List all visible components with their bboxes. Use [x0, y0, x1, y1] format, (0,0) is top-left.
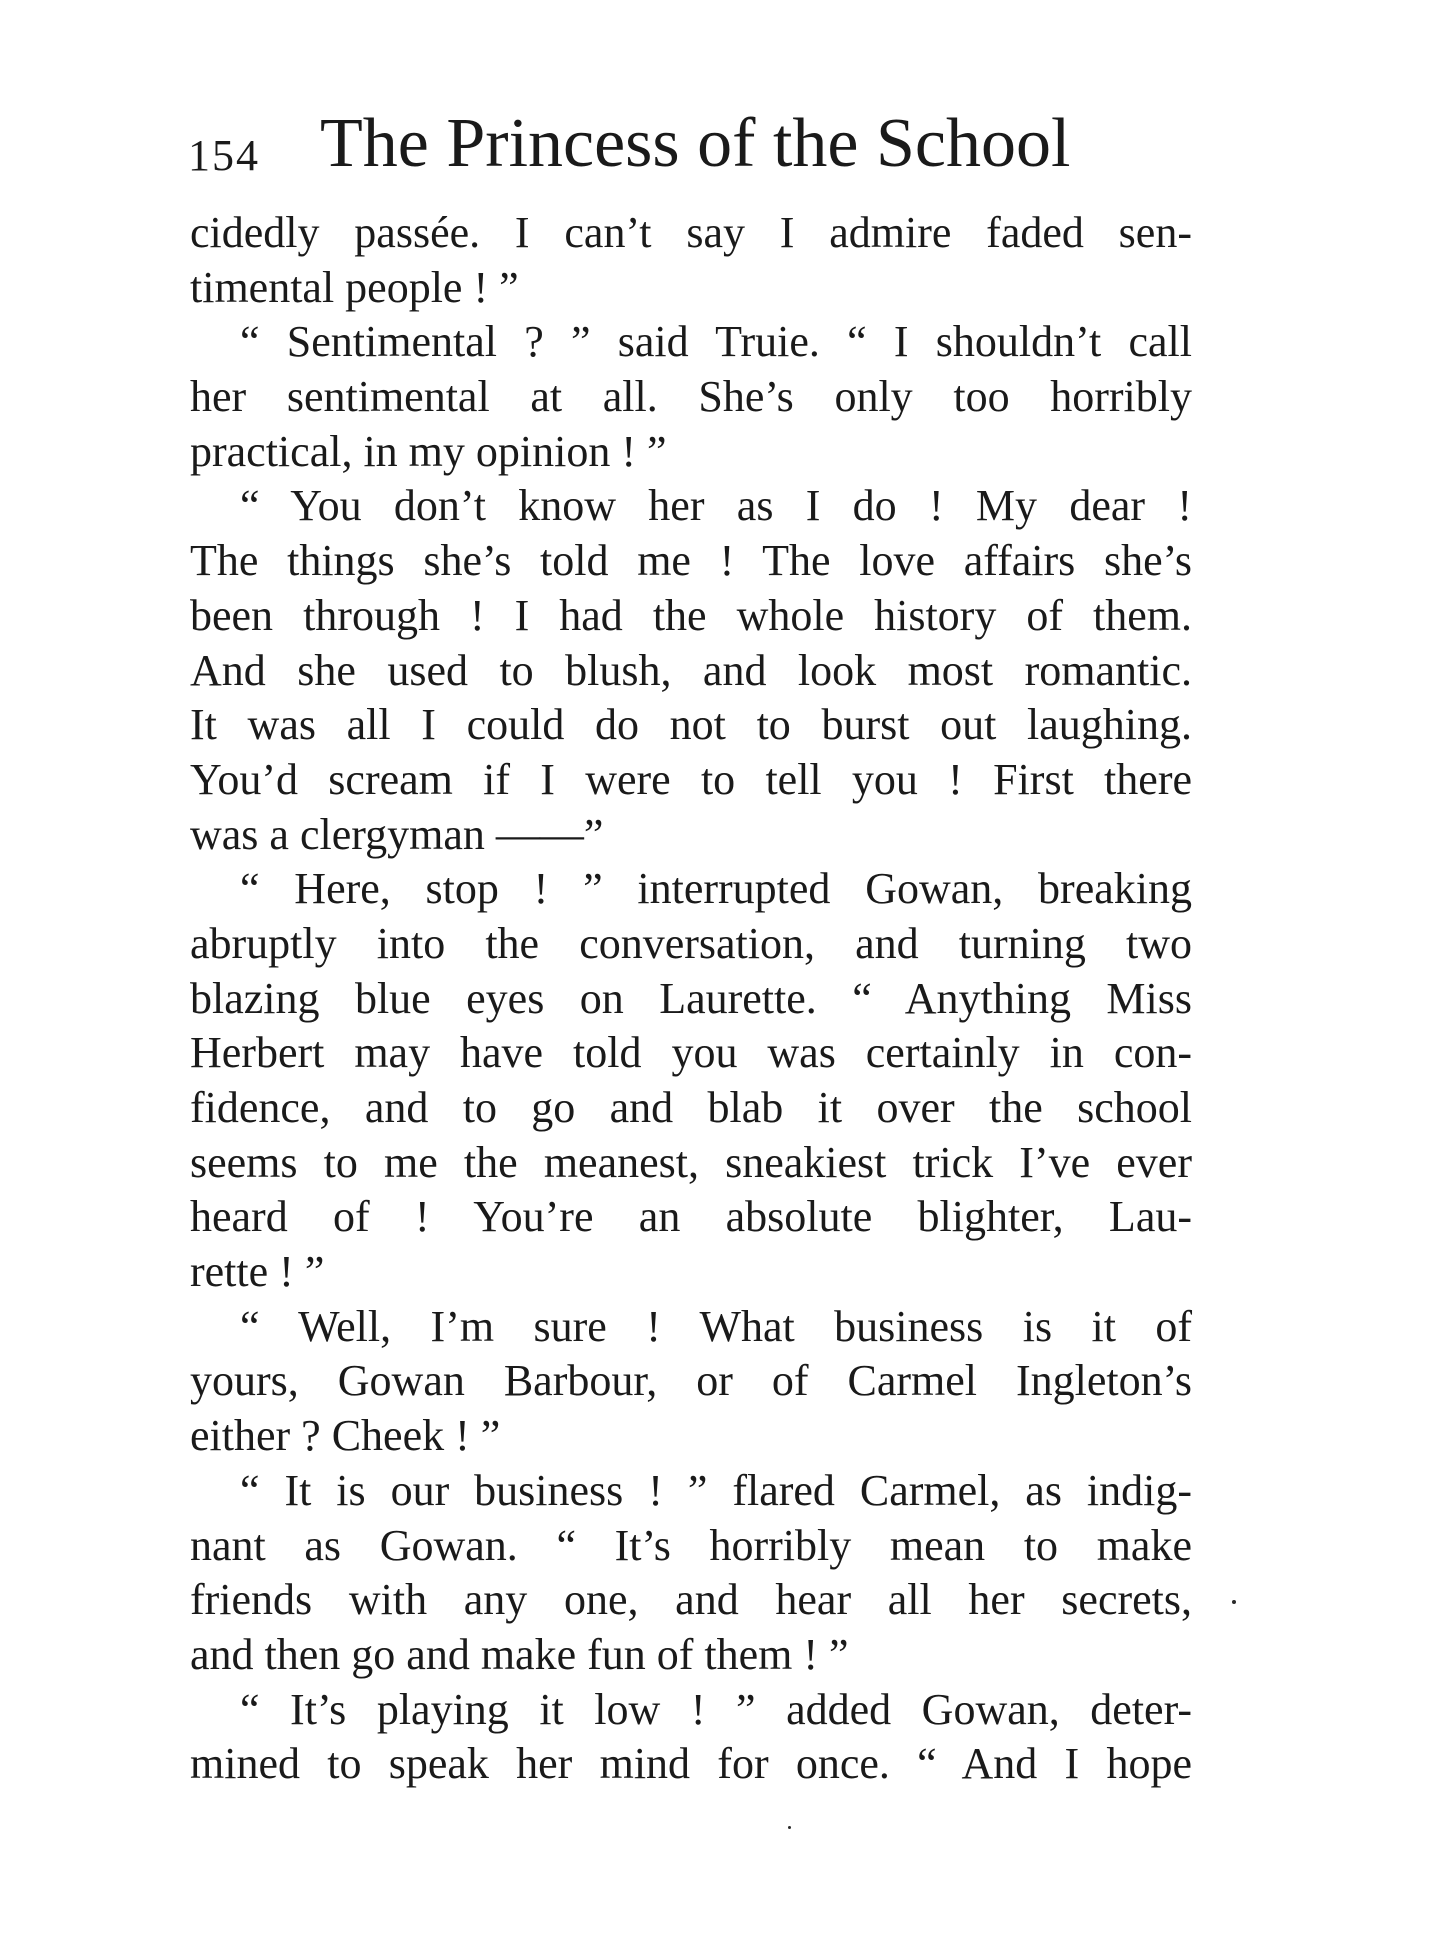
text-line: And she used to blush, and look most romantic. — [190, 645, 1192, 695]
body-text — [190, 206, 1192, 1792]
text-line: nant as Gowan. “ It’s horribly mean to make — [190, 1520, 1192, 1570]
text-line: and then go and make fun of them ! ” — [190, 1629, 849, 1679]
text-line: yours, Gowan Barbour, or of Carmel Ingleton’s — [190, 1356, 1192, 1406]
text-line: cidedly passée. I can’t say I admire faded sen- — [190, 208, 1192, 257]
print-speck — [1232, 1600, 1236, 1604]
print-speck — [788, 1826, 791, 1829]
page-number: 154 — [188, 131, 260, 180]
text-line: heard of ! You’re an absolute blighter, Lau- — [190, 1192, 1192, 1242]
text-line: It was all I could do not to burst out laughing. — [190, 700, 1192, 750]
text-line: her sentimental at all. She’s only too horribly — [190, 372, 1192, 422]
text-line: rette ! ” — [190, 1247, 325, 1297]
text-line: seems to me the meanest, sneakiest trick I’ve ever — [190, 1137, 1192, 1187]
running-title: The Princess of the School — [320, 105, 1071, 182]
text-line: Herbert may have told you was certainly in con- — [190, 1028, 1192, 1078]
text-line: mined to speak her mind for once. “ And I hope — [190, 1739, 1192, 1789]
text-line: practical, in my opinion ! ” — [190, 426, 667, 476]
text-line: “ Here, stop ! ” interrupted Gowan, breaking — [240, 864, 1192, 914]
text-line: The things she’s told me ! The love affairs she’s — [190, 536, 1192, 586]
page-header — [188, 104, 1188, 184]
text-line: been through ! I had the whole history of them. — [190, 590, 1192, 640]
text-line: fidence, and to go and blab it over the school — [190, 1083, 1192, 1132]
text-line: blazing blue eyes on Laurette. “ Anything Miss — [190, 973, 1192, 1023]
text-line: abruptly into the conversation, and turning two — [190, 918, 1192, 968]
text-line: You’d scream if I were to tell you ! First there — [190, 754, 1192, 804]
text-line: was a clergyman ——” — [190, 809, 604, 859]
text-line: “ It is our business ! ” flared Carmel, as indig- — [240, 1465, 1192, 1515]
text-line: “ Sentimental ? ” said Truie. “ I shouldn’t call — [240, 317, 1192, 367]
text-line: “ You don’t know her as I do ! My dear ! — [240, 481, 1192, 531]
text-line: friends with any one, and hear all her secrets, — [190, 1575, 1192, 1625]
text-line: either ? Cheek ! ” — [190, 1411, 501, 1461]
text-line: timental people ! ” — [190, 262, 519, 312]
text-line: “ Well, I’m sure ! What business is it of — [240, 1301, 1192, 1351]
text-line: “ It’s playing it low ! ” added Gowan, deter- — [240, 1684, 1192, 1734]
